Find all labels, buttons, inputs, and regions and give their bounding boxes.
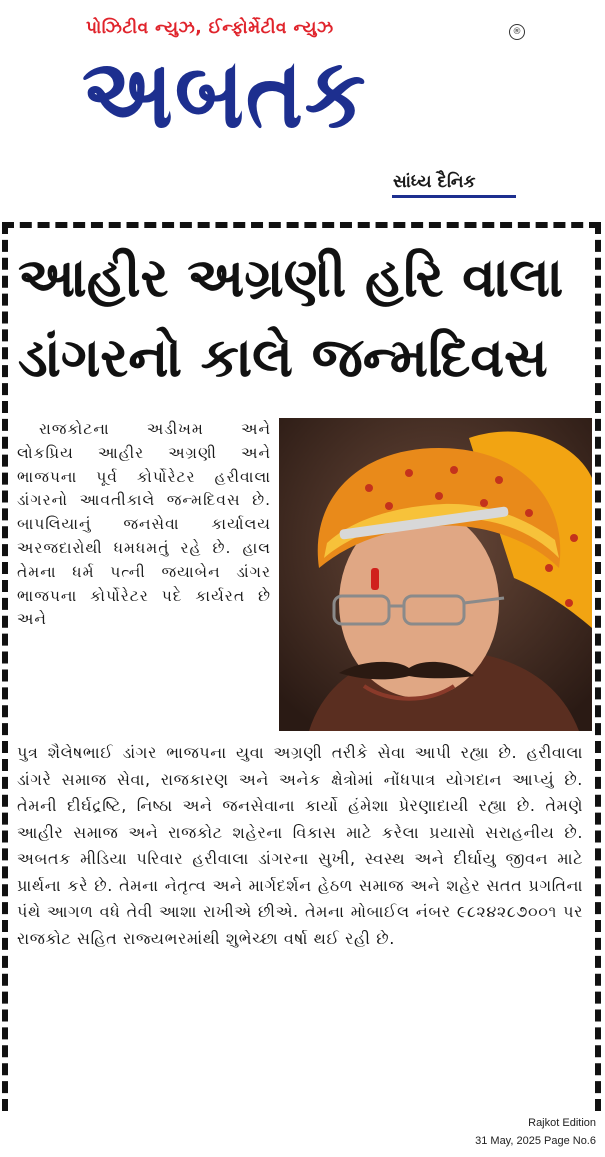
- edition-date-page: 31 May, 2025 Page No.6: [475, 1135, 596, 1147]
- masthead-subtitle: સાંધ્ય દૈનિક: [393, 172, 476, 192]
- portrait-photo: [279, 418, 592, 731]
- registered-trademark-icon: ®: [509, 24, 525, 40]
- masthead: [0, 0, 605, 215]
- article-body: [17, 740, 583, 952]
- newspaper-logo: અબતક: [82, 38, 368, 150]
- headline-line-1: આહીર અગ્રણી હરિ વાલા: [18, 246, 564, 309]
- masthead-underline: [392, 195, 516, 198]
- portrait-illustration: [279, 418, 592, 731]
- edition-name: Rajkot Edition: [528, 1117, 596, 1129]
- article-intro-paragraph: રાજકોટના અડીખમ અને લોકપ્રિય આહીર અગ્રણી અને ભાજપના પૂર્વ કોર્પોરેટર હરીવાલા ડાંગરનો આવતીકાલે જન્મદિવસ છે. બાપલિયાનું જનસેવા કાર્યાલય અરજદારોથી ધમધમતું રહે છે. હાલ તેમના ધર્મ પત્ની જયાબેન ડાંગર ભાજપના કોર્પોરેટર પદે કાર્યરત છે અને: [17, 420, 271, 629]
- masthead-tagline: પોઝિટીવ ન્યુઝ, ઈન્ફોર્મેટીવ ન્યુઝ: [86, 18, 334, 38]
- article-headline: [18, 238, 593, 398]
- headline-line-2: ડાંગરનો કાલે જન્મદિવસ: [18, 326, 548, 389]
- article-body-paragraph: પુત્ર શૈલેષભાઈ ડાંગર ભાજપના યુવા અગ્રણી તરીકે સેવા આપી રહ્યા છે. હરીવાલા ડાંગરે સમાજ સેવા, રાજકારણ અને અનેક ક્ષેત્રોમાં નોંધપાત્ર યોગદાન આપ્યું છે. તેમની દીર્ઘદ્રષ્ટિ, નિષ્ઠા અને જનસેવાના કાર્યો હંમેશા પ્રેરણાદાયી રહ્યા છે. તેમણે આહીર સમાજ અને રાજકોટ શહેરના વિકાસ માટે કરેલા પ્રયાસો સરાહનીય છે. અબતક મીડિયા પરિવાર હરીવાલા ડાંગરના સુખી, સ્વસ્થ અને દીર્ઘાયુ જીવન માટે પ્રાર્થના કરે છે. તેમના નેતૃત્વ અને માર્ગદર્શન હેઠળ સમાજ અને શહેર સતત પ્રગતિના પંથે આગળ વધે તેવી આશા રાખીએ છીએ. તેમના મોબાઈલ નંબર ૯૮૨૪૨૮૭૦૦૧ પર રાજકોટ સહિત રાજ્યભરમાંથી શુભેચ્છા વર્ષા થઈ રહી છે.: [17, 743, 583, 948]
- edition-info: [475, 1114, 596, 1150]
- article-intro-column: [17, 418, 271, 632]
